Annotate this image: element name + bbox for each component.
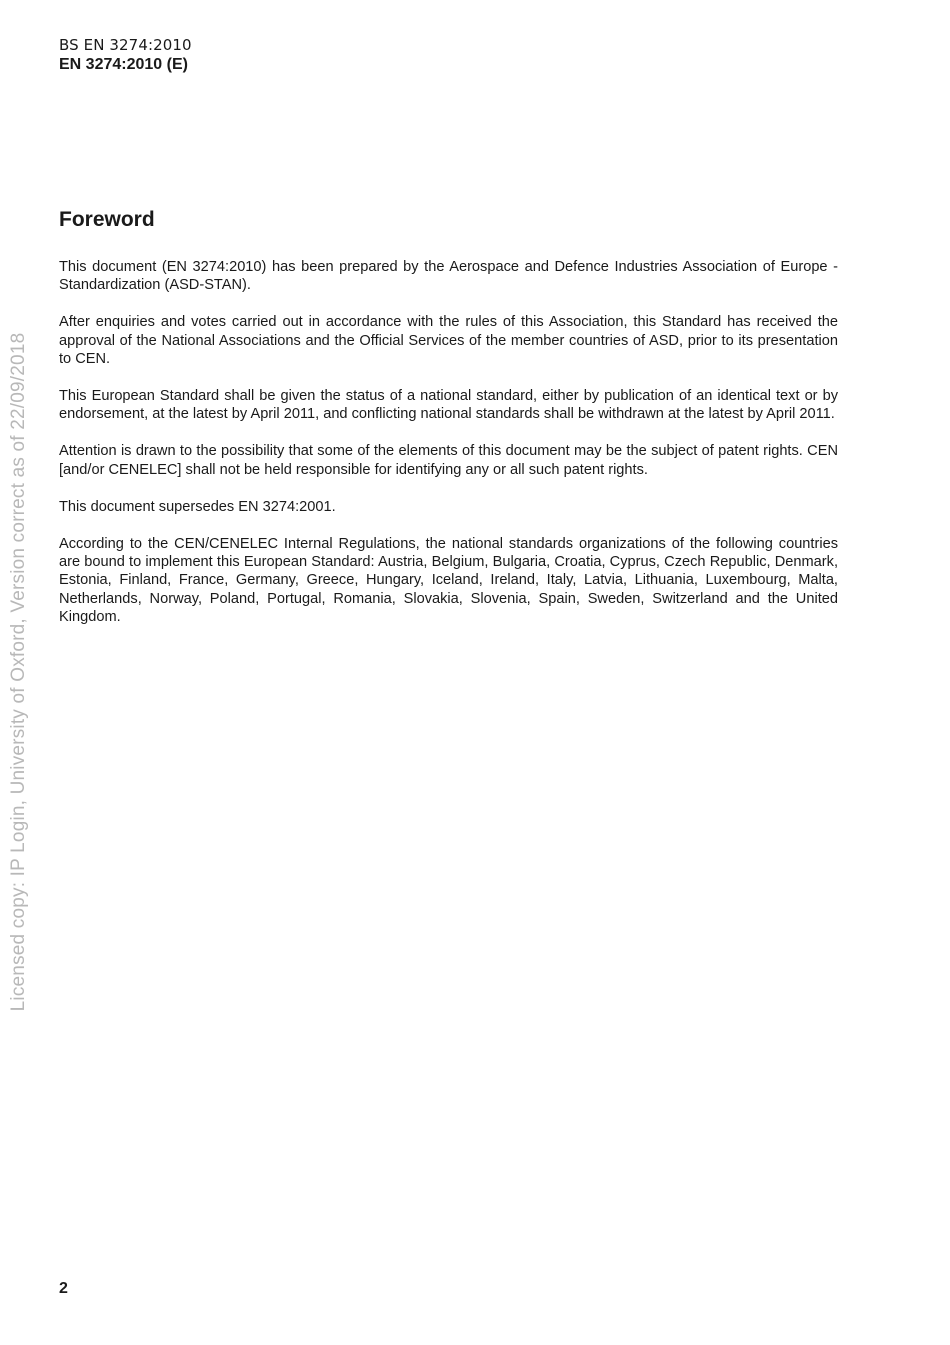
paragraph-patent-rights: Attention is drawn to the possibility that some of the elements of this document may be the subject of patent rights. CEN [and/or CENELEC] shall not be held responsible for identifying any or all such patent rights. <box>59 443 838 478</box>
standard-number-bs: BS EN 3274:2010 <box>59 36 192 54</box>
section-title: Foreword <box>59 208 155 231</box>
page-number: 2 <box>59 1280 68 1297</box>
paragraph-approval: After enquiries and votes carried out in accordance with the rules of this Association, this Standard has received the approval of the National Associations and the Official Services of the member countries of ASD, prior to its presentation to CEN. <box>59 314 838 368</box>
foreword-body <box>59 258 838 645</box>
document-header <box>59 36 192 75</box>
paragraph-supersedes: This document supersedes EN 3274:2001. <box>59 498 336 515</box>
paragraph-national-status: This European Standard shall be given the status of a national standard, either by publication of an identical text or by endorsement, at the latest by April 2011, and conflicting national standards shall be withdrawn at the latest by April 2011. <box>59 388 838 423</box>
paragraph-countries: According to the CEN/CENELEC Internal Regulations, the national standards organizations of the following countries are bound to implement this European Standard: Austria, Belgium, Bulgaria, Croatia, Cyprus, Czech Republic, Denmark, Estonia, Finland, France, Germany, Greece, Hungary, Iceland, Ireland, Italy, Latvia, Lithuania, Luxembourg, Malta, Netherlands, Norway, Poland, Portugal, Romania, Slovakia, Slovenia, Spain, Sweden, Switzerland and the United Kingdom. <box>59 535 838 626</box>
license-watermark: Licensed copy: IP Login, University of Oxford, Version correct as of 22/09/2018 <box>8 332 29 1012</box>
standard-number-en: EN 3274:2010 (E) <box>59 56 188 73</box>
paragraph-preparation: This document (EN 3274:2010) has been prepared by the Aerospace and Defence Industries Association of Europe - Standardization (ASD-STAN). <box>59 259 838 294</box>
